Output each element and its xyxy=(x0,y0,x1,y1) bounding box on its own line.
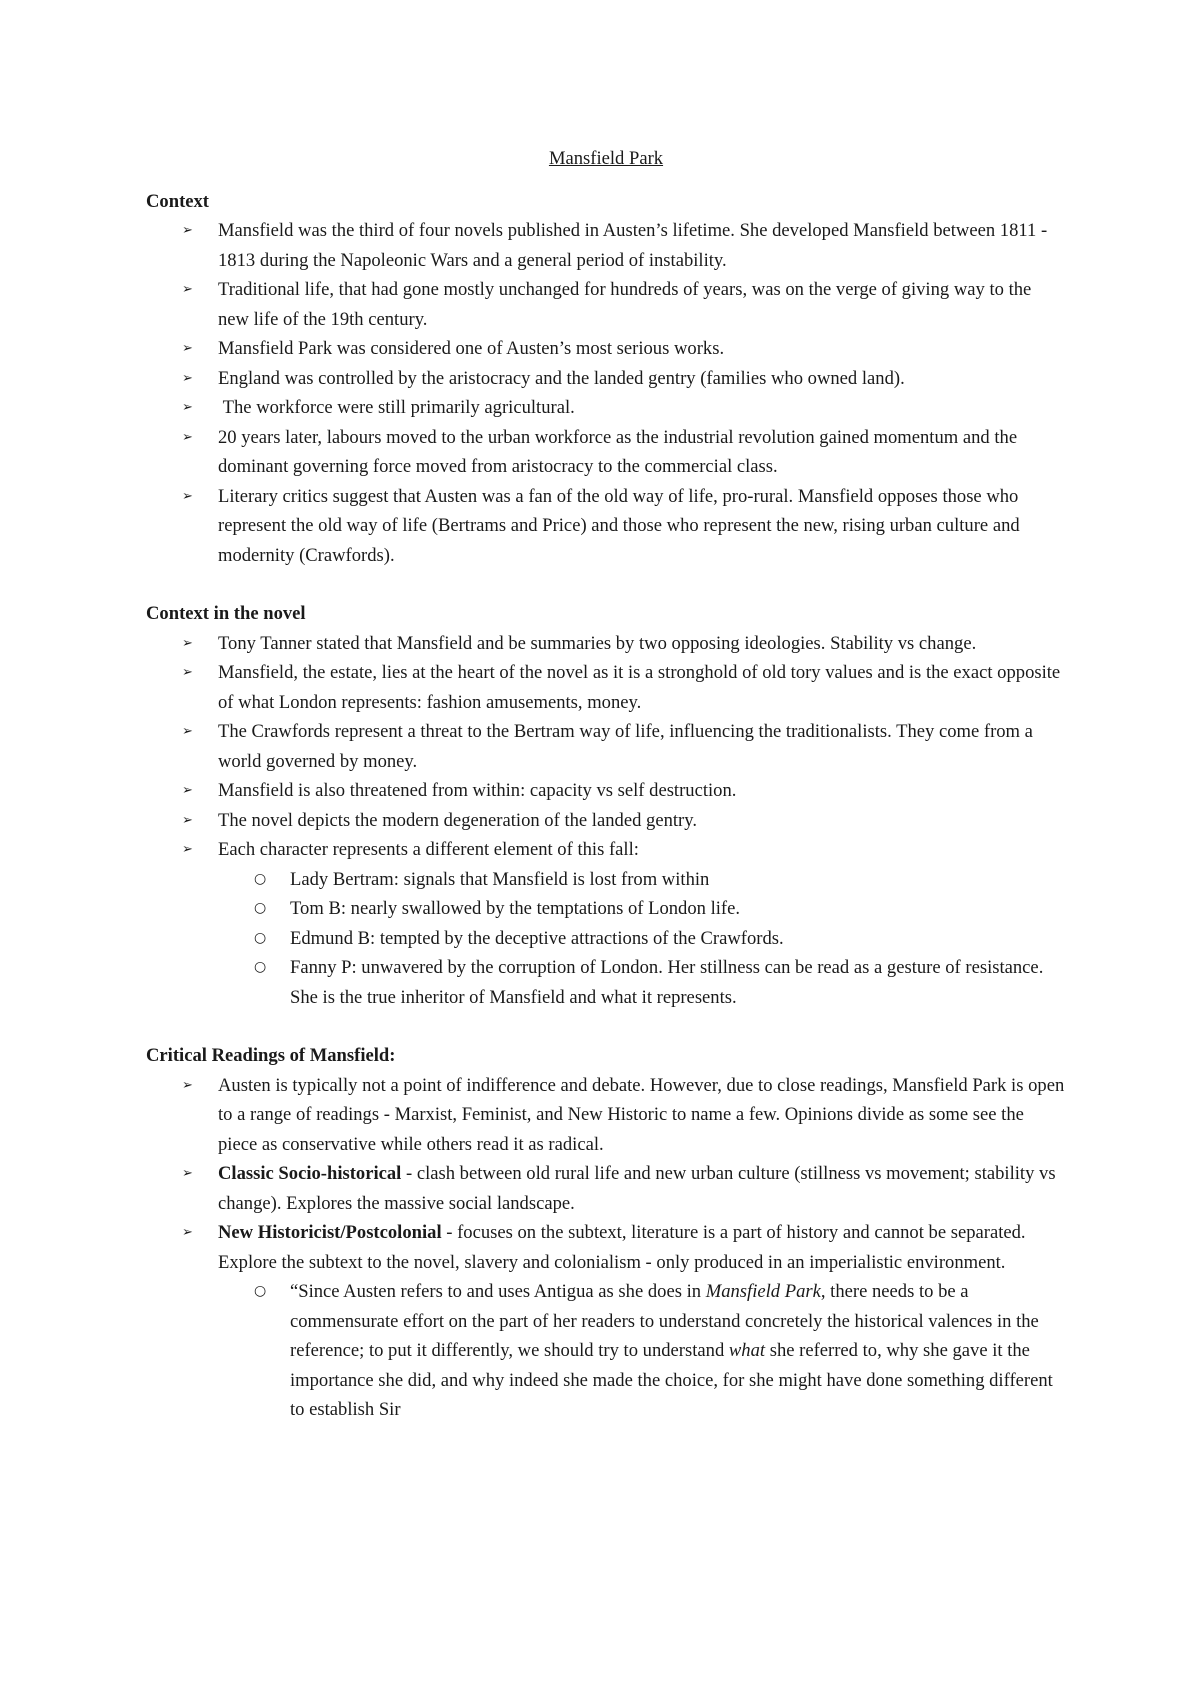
list-item: ➢ The Crawfords represent a threat to the Bertram way of life, influencing the traditionalists. They come from a world governed by money. xyxy=(218,717,1066,776)
bold-label: New Historicist/Postcolonial xyxy=(218,1222,442,1243)
section-context xyxy=(146,187,1066,571)
list-item: ➢ England was controlled by the aristocracy and the landed gentry (families who owned land). xyxy=(218,364,1066,394)
list-item: ➢ Mansfield was the third of four novels published in Austen’s lifetime. She developed Mansfield between 1811 - 1813 during the Napoleonic Wars and a general period of instability. xyxy=(218,216,1066,275)
list-item: ➢ The novel depicts the modern degeneration of the landed gentry. xyxy=(218,806,1066,836)
italic-word: what xyxy=(728,1340,766,1361)
quote-text: “Since Austen refers to and uses Antigua as she does in xyxy=(290,1281,706,1302)
list-item: ➢ 20 years later, labours moved to the urban workforce as the industrial revolution gained momentum and the dominant governing force moved from aristocracy to the commercial class. xyxy=(218,423,1066,482)
section-heading: Context xyxy=(146,190,209,212)
document-title: Mansfield Park xyxy=(548,148,664,169)
list-item-text: Each character represents a different element of this fall: xyxy=(218,839,639,860)
list-item: ➢ Mansfield, the estate, lies at the heart of the novel as it is a stronghold of old tory values and is the exact opposite of what London represents: fashion amusements, money. xyxy=(218,658,1066,717)
section-critical-readings xyxy=(146,1041,1066,1425)
quote-item xyxy=(290,1277,1066,1425)
section-heading: Critical Readings of Mansfield: xyxy=(146,1045,396,1066)
quote-text: , there needs to be a commensurate effort on the part of her readers to understand concretely the historical valences in the reference; to put it differently, we should try to understand xyxy=(290,1281,1039,1361)
list-item xyxy=(218,1159,1066,1218)
bold-label: Classic Socio-historical xyxy=(218,1163,402,1184)
section-context-in-novel xyxy=(146,599,1066,1012)
list-item: ➢ Traditional life, that had gone mostly unchanged for hundreds of years, was on the verge of giving way to the new life of the 19th century. xyxy=(218,275,1066,334)
bullet-list xyxy=(146,216,1066,570)
italic-title: Mansfield Park xyxy=(705,1281,821,1302)
sub-list-item: ○ Lady Bertram: signals that Mansfield is lost from within xyxy=(290,865,1066,895)
list-item-with-sublist xyxy=(218,1218,1066,1425)
quote-text: she referred to, why she gave it the importance she did, and why indeed she made the choice, for she might have done something different to establish Sir xyxy=(290,1340,1053,1420)
list-item-with-sublist xyxy=(218,835,1066,1012)
list-item: ➢ Austen is typically not a point of indifference and debate. However, due to close readings, Mansfield Park is open to a range of readings - Marxist, Feminist, and New Historic to name a few. Opinions divide as some see the piece as conservative while others read it as radical. xyxy=(218,1071,1066,1160)
list-item: ➢ The workforce were still primarily agricultural. xyxy=(218,393,1066,423)
list-item: ➢ Literary critics suggest that Austen was a fan of the old way of life, pro-rural. Mansfield opposes those who represent the old way of life (Bertrams and Price) and those who represent the new, rising urban culture and modernity (Crawfords). xyxy=(218,482,1066,571)
bullet-list xyxy=(146,1071,1066,1425)
list-item-text: - clash between old rural life and new urban culture (stillness vs movement; stability vs change). Explores the massive social landscape. xyxy=(218,1163,1056,1214)
sub-list-item: ○ Edmund B: tempted by the deceptive attractions of the Crawfords. xyxy=(290,924,1066,954)
sub-list-item: ○ Tom B: nearly swallowed by the temptations of London life. xyxy=(290,894,1066,924)
list-item: ➢ Tony Tanner stated that Mansfield and be summaries by two opposing ideologies. Stability vs change. xyxy=(218,629,1066,659)
bullet-list xyxy=(146,629,1066,1013)
sub-bullet-list xyxy=(218,1277,1066,1425)
document-content xyxy=(146,144,1066,1454)
list-item: ➢ Mansfield Park was considered one of Austen’s most serious works. xyxy=(218,334,1066,364)
list-item-text: - focuses on the subtext, literature is a part of history and cannot be separated. Explore the subtext to the novel, slavery and colonialism - only produced in an imperialistic environment. xyxy=(218,1222,1026,1273)
sub-list-item: ○ Fanny P: unwavered by the corruption of London. Her stillness can be read as a gesture of resistance. She is the true inheritor of Mansfield and what it represents. xyxy=(290,953,1066,1012)
sub-bullet-list xyxy=(218,865,1066,1013)
list-item: ➢ Mansfield is also threatened from within: capacity vs self destruction. xyxy=(218,776,1066,806)
section-heading: Context in the novel xyxy=(146,603,306,624)
